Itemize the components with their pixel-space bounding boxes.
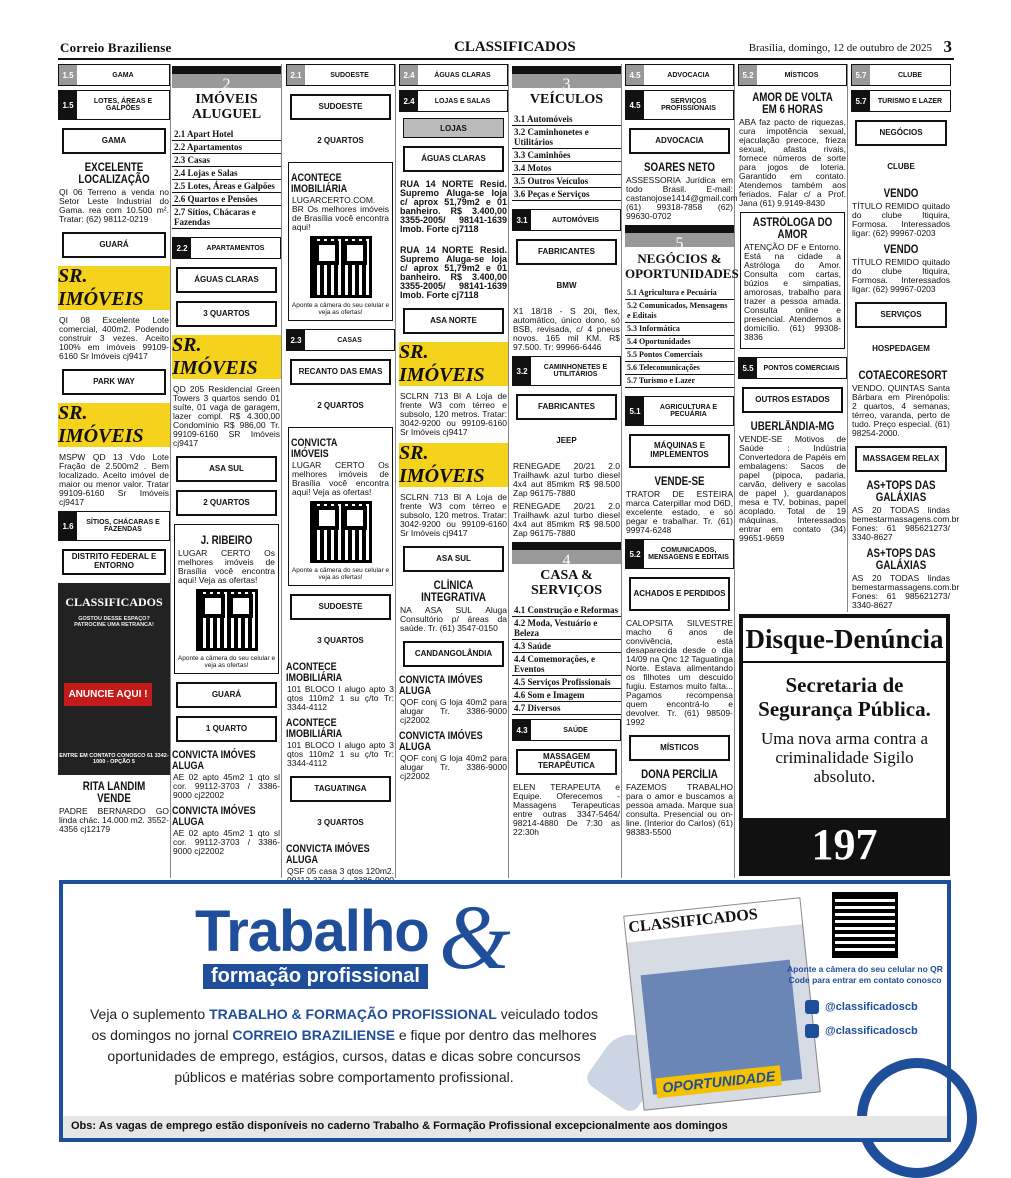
ad-title: ACONTECE IMOBILIÁRIA xyxy=(286,717,343,740)
ad-body: VENDO. QUINTAS Santa Bárbara em Pirenópolis: 2 quartos, 4 semanas, térreo, varanda, perto de tudo. Preço especial. (61) 98254-2000. xyxy=(852,383,950,438)
menu-item: 5.2 Comunicados, Mensagens e Editais xyxy=(625,300,734,323)
ad-body: AS 20 TODAS lindas bemestarmassagens.com.br Fones: 61 985621273/ 3340-8627 xyxy=(852,573,960,610)
instagram-handle: @classificadoscb xyxy=(825,1000,918,1013)
category-title: CAMINHONETES E UTILITÁRIOS xyxy=(543,364,608,378)
ad-title: RITA LANDIM VENDE xyxy=(82,781,146,805)
qr-caption: Aponte a câmera do seu celular e veja as ofertas! xyxy=(291,567,390,581)
ad-body: QSF 05 casa 3 qtos 120m2. xyxy=(287,866,394,876)
category-title: PONTOS COMERCIAIS xyxy=(763,364,840,372)
section-menu xyxy=(625,287,734,388)
ad-body: PADRE BERNARDO GO linda chác. 14.000 m2. 3552-4356 cj12179 xyxy=(59,806,169,834)
facebook-icon xyxy=(805,1024,819,1038)
category-number: 1.6 xyxy=(59,512,77,540)
ad-body: CALOPSITA SILVESTRE macho 6 anos de convivência, está desaparecida desde o dia 14/09 na Qnc 12 Taguatinga Norte. Estava alimentando os filhotes um descuido fugiu. Estamos muito falta... Pagamos recompensa quem encontrá-lo e devolver. Tr. (61) 98509-1992 xyxy=(626,618,733,727)
menu-item: 3.3 Caminhões xyxy=(512,149,621,162)
category-number: 2.3 xyxy=(287,330,305,350)
ad-body: ABA faz pacto de riquezas, cura impotência sexual, ejaculação precoce, frieza sexual, afasta rivais, fornece números de sorte para jogos de loteria. Garantido em contato. Atendemos também aos feriados. Falar c/ a Prof. Jana (61) 9.9149-8430 xyxy=(739,117,846,208)
ad-title: CONVICTA IMÓVES ALUGA xyxy=(286,843,370,866)
ad-title: CONVICTA IMÓVEIS xyxy=(291,437,338,460)
service-box: MASSAGEM TERAPÊUTICA xyxy=(516,749,617,775)
category-bar xyxy=(512,719,621,741)
category-bar xyxy=(738,64,847,86)
ad-title: VENDO xyxy=(883,244,919,256)
location-box: ÁGUAS CLARAS xyxy=(176,267,277,293)
category-title: COMUNICADOS, MENSAGENS E EDITAIS xyxy=(648,547,729,561)
location-box: DISTRITO FEDERAL E ENTORNO xyxy=(62,549,166,575)
banner-text-part: Veja o suplemento xyxy=(89,1006,210,1022)
ad-body: QI 06 Terreno a venda no Setor Leste Industrial do Gama. rea com 10.500 m². Tratar: (62) 98112-0219 xyxy=(59,187,169,224)
qr-code-icon[interactable] xyxy=(832,892,898,958)
section-number: 3 xyxy=(512,66,621,88)
menu-item: 5.1 Agricultura e Pecuária xyxy=(625,287,734,300)
category-number: 2.4 xyxy=(400,91,418,111)
category-bar xyxy=(625,90,734,120)
ad-title: J. RIBEIRO xyxy=(200,535,253,547)
ad-title: ACONTECE IMOBILIÁRIA xyxy=(291,172,348,195)
menu-item: 5.4 Oportunidades xyxy=(625,336,734,349)
category-number: 5.2 xyxy=(626,540,644,568)
page-header xyxy=(58,38,954,60)
menu-item: 4.3 Saúde xyxy=(512,640,621,653)
section-menu xyxy=(172,128,281,229)
menu-item: 4.6 Som e Imagem xyxy=(512,689,621,702)
ad-body: ELEN TERAPEUTA e Equipe. Oferecemos - Massagens Terapeuticas entre outras 3347-5464/ 98214-4880 De 7:30 as 22:30h xyxy=(513,782,620,837)
section-heading: VEÍCULOS xyxy=(529,92,604,107)
location-box: CANDANGOLÂNDIA xyxy=(403,641,504,667)
category-title: ÁGUAS CLARAS xyxy=(434,71,491,79)
location-box: GUARÁ xyxy=(62,232,166,258)
ad-title: ACONTECE IMOBILIÁRIA xyxy=(286,661,343,684)
ad-title: CONVICTA IMÓVES ALUGA xyxy=(172,805,256,828)
ad-body: RENEGADE 20/21 2.0 Trailhawk azul turbo diesel 4x4 aut 85mkm R$ 98.500 Zap 96175-7880 xyxy=(513,501,620,538)
qr-caption: Aponte a câmera do seu celular e veja as ofertas! xyxy=(291,302,390,316)
banner-text-part: e fique por dentro das melhores oportunidades de emprego, estágios, cursos, datas e dicas sobre concursos públicos e matérias sobre comportamento profissional. xyxy=(107,1027,597,1085)
location-box: ASA NORTE xyxy=(403,308,504,334)
category-number: 4.5 xyxy=(626,65,644,85)
ad-body: QOF conj G loja 40m2 para alugar Tr. 3386-9000 cj22002 xyxy=(400,697,507,725)
location-box: SUDOESTE xyxy=(290,594,391,620)
ad-body: LUGARCERTO.COM. BR Os melhores imóveis de Brasília você encontra aqui! xyxy=(292,195,389,232)
section-number: 2 xyxy=(172,66,281,88)
service-box: ADVOCACIA xyxy=(629,128,730,154)
ad-title: VENDE-SE xyxy=(654,476,705,488)
menu-item: 2.4 Lojas e Salas xyxy=(172,167,281,180)
location-box: GAMA xyxy=(62,128,166,154)
category-bar xyxy=(625,64,734,86)
category-bar xyxy=(851,64,951,86)
category-bar xyxy=(399,64,508,86)
section-heading: CASA & SERVIÇOS xyxy=(530,568,603,598)
ad-body: RENEGADE 20/21 2.0 Trailhawk azul turbo diesel 4x4 aut 85mkm R$ 98.500 Zap 96175-7880 xyxy=(513,461,620,498)
rooms-box: 3 QUARTOS xyxy=(317,817,364,827)
disque-org: Secretaria de Segurança Pública. xyxy=(758,673,931,721)
menu-item: 4.1 Construção e Reformas xyxy=(512,604,621,617)
category-bar xyxy=(512,209,621,231)
category-number: 4.5 xyxy=(626,91,644,119)
category-bar xyxy=(399,90,508,112)
ad-body: FAZEMOS TRABALHO para o amor e buscamos a pessoa amada. Marque sua consulta. Presencial ou on-line. (Interior do Carlos) (61) 98383-5500 xyxy=(626,782,733,837)
category-title: MÍSTICOS xyxy=(784,71,819,79)
category-title: GAMA xyxy=(112,71,134,79)
ad-title: ASTRÓLOGA DO AMOR xyxy=(752,217,833,241)
sr-imoveis-logo: SR. IMÓVEIS xyxy=(58,266,170,310)
category-bar xyxy=(58,64,170,86)
ad-title: AS+TOPS DAS GALÁXIAS xyxy=(866,548,936,572)
location-box: ASA SUL xyxy=(403,546,504,572)
ad-title: CONVICTA IMÓVES ALUGA xyxy=(399,730,483,753)
qr-caption: Aponte a câmera do seu celular e veja as ofertas! xyxy=(177,655,276,669)
menu-item: 5.7 Turismo e Lazer xyxy=(625,375,734,388)
qr-ad xyxy=(174,524,279,674)
category-number: 5.2 xyxy=(739,65,757,85)
category-number: 5.5 xyxy=(739,358,757,378)
ad-body: RUA 14 NORTE Resid. Supremo Aluga-se loja c/ aprox 51,79m2 e 01 banheiro. R$ 3.400,00 3355-2005/ 98141-1639 Imob. Forte cj7118 xyxy=(400,179,507,234)
ad-title: AMOR DE VOLTA EM 6 HORAS xyxy=(752,92,833,116)
ad-body: MSPW QD 13 Vdo Lote Fração de 2.500m2 . Bem localizado. Aceito imóvel de maior ou menor valor. Tratar 99109-6160 Sr Imóveis cj9417 xyxy=(59,452,169,507)
menu-item: 3.2 Caminhonetes e Utilitários xyxy=(512,126,621,149)
instagram-icon xyxy=(805,1000,819,1014)
newspaper-name: Correio Braziliense xyxy=(60,40,172,55)
category-bar xyxy=(625,539,734,569)
ad-body: LUGAR CERTO Os melhores imóveis de Brasília você encontra aqui! Veja as ofertas! xyxy=(292,460,389,497)
ad-body: AS 20 TODAS lindas bemestarmassagens.com.br Fones: 61 985621273/ 3340-8627 xyxy=(852,505,960,542)
category-number: 5.7 xyxy=(852,91,870,111)
ad-body: TÍTULO REMIDO quitado do clube Itiquira, Formosa. Interessados ligar: (62) 99967-0203 xyxy=(852,257,950,294)
banner-text-bold: CORREIO BRAZILIENSE xyxy=(232,1027,395,1043)
menu-item: 3.5 Outros Veículos xyxy=(512,175,621,188)
category-number: 2.2 xyxy=(173,238,191,258)
trabalho-banner xyxy=(59,880,951,1142)
ad-body: QOF conj G loja 40m2 para alugar Tr. 3386-9000 cj22002 xyxy=(400,753,507,781)
qr-ad xyxy=(288,427,393,586)
category-title: APARTAMENTOS xyxy=(206,244,265,252)
banner-title: Trabalho xyxy=(195,899,429,964)
ad-body: QD 205 Residencial Green Towers 3 quartos sendo 01 suíte, 01 vaga de garagem, lazer compl. R$ 4.300,00 Condomínio R$ 986,00 Tr. 99109-6160 SR Imóveis cj9417 xyxy=(173,384,280,448)
bordered-ad xyxy=(740,212,845,349)
service-box: NEGÓCIOS xyxy=(855,120,947,146)
sponsor-promo xyxy=(58,583,170,775)
ad-body: TÍTULO REMIDO quitado do clube Itiquira, Formosa. Interessados ligar: (62) 99967-0203 xyxy=(852,201,950,238)
category-number: 4.3 xyxy=(513,720,531,740)
facebook-handle: @classificadoscb xyxy=(825,1024,918,1037)
brand-box: JEEP xyxy=(556,435,577,445)
menu-item: 2.1 Apart Hotel xyxy=(172,128,281,141)
column-7 xyxy=(738,64,848,612)
location-box: SUDOESTE xyxy=(290,94,391,120)
menu-item: 5.3 Informática xyxy=(625,323,734,336)
category-number: 1.5 xyxy=(59,65,77,85)
banner-text xyxy=(89,1004,599,1088)
location-box: ASA SUL xyxy=(176,456,277,482)
banner-text-part: veiculado todos os domingos no jornal xyxy=(91,1006,599,1043)
menu-item: 5.5 Pontos Comerciais xyxy=(625,349,734,362)
category-bar xyxy=(172,237,281,259)
menu-item: 2.3 Casas xyxy=(172,154,281,167)
ad-title: CLÍNICA INTEGRATIVA xyxy=(421,580,486,604)
category-title: SÍTIOS, CHÁCARAS E FAZENDAS xyxy=(86,519,160,533)
location-box: GUARÁ xyxy=(176,682,277,708)
disque-title: Disque-Denúncia xyxy=(743,624,946,663)
category-bar xyxy=(738,357,847,379)
category-bar xyxy=(58,511,170,541)
category-title: AUTOMÓVEIS xyxy=(552,216,599,224)
category-title: TURISMO E LAZER xyxy=(877,97,943,105)
service-box: HOSPEDAGEM xyxy=(872,343,930,353)
section-number: 4 xyxy=(512,542,621,564)
menu-item: 4.4 Comemorações, e Eventos xyxy=(512,653,621,676)
column-6 xyxy=(625,64,739,878)
category-bar xyxy=(512,356,621,386)
date-line: Brasília, domingo, 12 de outubro de 2025 xyxy=(748,42,932,54)
promo-text: GOSTOU DESSE ESPAÇO? PATROCINE UMA RETRANCA! xyxy=(74,616,154,628)
banner-subtitle: formação profissional xyxy=(203,964,428,989)
column-1 xyxy=(58,64,171,878)
sr-imoveis-logo: SR. IMÓVEIS xyxy=(172,335,281,379)
location-box: TAGUATINGA xyxy=(290,776,391,802)
category-title: LOJAS E SALAS xyxy=(434,97,491,105)
magazine-masthead: CLASSIFICADOS xyxy=(624,898,802,942)
column-5 xyxy=(512,64,622,878)
ad-title: COTAECORESORT xyxy=(858,370,948,382)
ad-title: DONA PERCÍLIA xyxy=(641,769,718,781)
magazine-tag: OPORTUNIDADE xyxy=(655,1065,782,1098)
menu-item: 3.6 Peças e Serviços xyxy=(512,188,621,201)
category-number: 2.1 xyxy=(287,65,305,85)
category-bar xyxy=(286,64,395,86)
service-box: SERVIÇOS xyxy=(855,302,947,328)
category-title: CLUBE xyxy=(897,71,923,79)
category-title: ADVOCACIA xyxy=(667,71,710,79)
service-box: ACHADOS E PERDIDOS xyxy=(629,577,730,611)
section-title: CLASSIFICADOS xyxy=(454,39,576,55)
category-title: LOTES, ÁREAS E GALPÕES xyxy=(93,98,153,112)
banner-note: Obs: As vagas de emprego estão disponíveis no caderno Trabalho & Formação Profissional excepcionalmente aos domingos xyxy=(63,1116,947,1138)
rooms-box: 2 QUARTOS xyxy=(317,135,364,145)
category-title: SAÚDE xyxy=(563,726,588,734)
ad-title: VENDO xyxy=(883,188,919,200)
section-heading: IMÓVEIS ALUGUEL xyxy=(191,92,262,122)
facebook-link[interactable] xyxy=(785,1024,945,1038)
maker-box: FABRICANTES xyxy=(516,394,617,420)
qr-caption: Aponte a câmera do seu celular no QR Code para entrar em contato conosco xyxy=(787,964,943,985)
category-bar xyxy=(286,329,395,351)
qr-code-icon[interactable] xyxy=(310,501,372,563)
sr-imoveis-logo: SR. IMÓVEIS xyxy=(399,443,508,487)
ad-body: X1 18/18 - S 20i, flex, automático, único dono, só BSB, revisada, c/ 4 pneus novos. 165 mil KM. R$ 97.500. Tr: 99966-6446 xyxy=(513,306,620,352)
ad-body: 101 BLOCO I alugo apto 3 qtos 110m2 1 su ç/to Tr: 3344-4112 xyxy=(287,740,394,768)
qr-code-icon[interactable] xyxy=(310,236,372,298)
qr-code-icon[interactable] xyxy=(196,589,258,651)
sr-imoveis-logo: SR. IMÓVEIS xyxy=(58,403,170,447)
menu-item: 3.1 Automóveis xyxy=(512,113,621,126)
rooms-box: 2 QUARTOS xyxy=(317,400,364,410)
menu-item: 3.4 Motos xyxy=(512,162,621,175)
ad-body: QI 08 Excelente Lote comercial, 400m2. Podendo construir 3 vezes. Aceito 100% em imóveis 99109-6160 Sr Imóveis cj9417 xyxy=(59,315,169,361)
service-box: MASSAGEM RELAX xyxy=(855,446,947,472)
banner-ampersand: & xyxy=(439,886,511,988)
category-number: 3.1 xyxy=(513,210,531,230)
section-heading: NEGÓCIOS & OPORTUNIDADES xyxy=(625,251,739,281)
ad-title: UBERLÂNDIA-MG xyxy=(750,421,835,433)
service-box: MÁQUINAS E IMPLEMENTOS xyxy=(629,434,730,468)
menu-item: 5.6 Telecomunicações xyxy=(625,362,734,375)
category-number: 5.1 xyxy=(626,397,644,425)
ad-body: ATENÇÃO DF e Entorno. Está na cidade a Astróloga do Amor. Consulta com cartas, búzios e simpatias, amorosas, trabalho para trazer a pessoa amada. Consulta online e presencial. Atendemos a domicílio. (61) 99308-3836 xyxy=(744,242,841,342)
ad-body: SCLRN 713 Bl A Loja de frente W3 com térreo e subsolo, 120 metros. Tratar: 3042-9200 ou 99109-6160 Sr Imóveis cj9417 xyxy=(400,492,507,538)
column-4 xyxy=(399,64,509,878)
ad-title: CONVICTA IMÓVES ALUGA xyxy=(399,674,483,697)
ad-title: SOARES NETO xyxy=(644,162,715,174)
category-bar xyxy=(851,90,951,112)
category-title: AGRICULTURA E PECUÁRIA xyxy=(659,404,718,418)
category-number: 1.5 xyxy=(59,91,77,119)
ad-body: SCLRN 713 Bl A Loja de frente W3 com térreo e subsolo, 120 metros. Tratar: 3042-9200 ou 99109-6160 Sr Imóveis cj9417 xyxy=(400,391,507,437)
section-menu xyxy=(512,113,621,201)
section-menu xyxy=(512,604,621,715)
disque-number[interactable]: 197 xyxy=(743,818,946,872)
service-box: CLUBE xyxy=(887,161,915,171)
ad-body: AE 02 apto 45m2 1 qto sl cor. 99112-3703 / 3386-9000 cj22002 xyxy=(173,828,280,856)
disque-denuncia-ad xyxy=(739,614,950,876)
ad-body: RUA 14 NORTE Resid. Supremo Aluga-se loja c/ aprox 51,79m2 e 01 banheiro. R$ 3.400,00 3355-2005/ 98141-1639 Imob. Forte cj7118 xyxy=(400,245,507,300)
category-title: CASAS xyxy=(337,336,362,344)
category-number: 5.7 xyxy=(852,65,870,85)
ad-body: VENDE-SE Motivos de Saúde : Indústria Convertedora de Papéis em embalagens: Sacos de papel (pipoca, padaria, carvão, delivery e sacolas de papel ), guardanapos mesa e TV, bobinas, papel acoplado. Total de 19 máquinas. Interessados entrar em contato (34) 99651-9659 xyxy=(739,434,846,543)
menu-item: 2.7 Sítios, Chácaras e Fazendas xyxy=(172,206,281,229)
category-bar xyxy=(58,90,170,120)
qr-ad xyxy=(288,162,393,321)
category-number: 3.2 xyxy=(513,357,531,385)
ad-body: ASSESSORIA Jurídica em todo Brasil. E-mail: castanojose1414@gmail.com (61) 99318-7858 (62) 99630-0702 xyxy=(626,175,738,221)
subcategory-bar: LOJAS xyxy=(403,118,504,138)
ad-title: AS+TOPS DAS GALÁXIAS xyxy=(866,480,936,504)
promo-contact: ENTRE EM CONTATO CONOSCO 61 3342-1000 - OPÇÃO 5 xyxy=(59,753,169,765)
instagram-link[interactable] xyxy=(785,1000,945,1014)
brand-box: BMW xyxy=(556,280,577,290)
ad-body: LUGAR CERTO Os melhores imóveis de Brasília você encontra aqui! Veja as ofertas! xyxy=(178,548,275,585)
rooms-box: 2 QUARTOS xyxy=(176,490,277,516)
column-3 xyxy=(286,64,396,878)
promo-cta: ANUNCIE AQUI ! xyxy=(64,683,152,706)
promo-heading: CLASSIFICADOS xyxy=(65,595,163,609)
location-box: OUTROS ESTADOS xyxy=(742,387,843,413)
banner-text-bold: TRABALHO & FORMAÇÃO PROFISSIONAL xyxy=(209,1006,497,1022)
menu-item: 4.5 Serviços Profissionais xyxy=(512,676,621,689)
section-number: 5 xyxy=(625,225,734,247)
menu-item: 4.7 Diversos xyxy=(512,702,621,715)
disque-slogan: Uma nova arma contra a criminalidade Sigilo absoluto. xyxy=(760,729,929,786)
ad-body: 101 BLOCO I alugo apto 3 qtos 110m2 1 su ç/to Tr: 3344-4112 xyxy=(287,684,394,712)
category-title: SUDOESTE xyxy=(330,71,369,79)
column-2 xyxy=(172,64,282,878)
page-number: 3 xyxy=(943,37,952,56)
maker-box: FABRICANTES xyxy=(516,239,617,265)
rooms-box: 3 QUARTOS xyxy=(176,301,277,327)
location-box: PARK WAY xyxy=(62,369,166,395)
rooms-box: 3 QUARTOS xyxy=(317,635,364,645)
category-bar xyxy=(625,396,734,426)
menu-item: 4.2 Moda, Vestuário e Beleza xyxy=(512,617,621,640)
category-number: 2.4 xyxy=(400,65,418,85)
service-box: MÍSTICOS xyxy=(629,735,730,761)
ad-title: CONVICTA IMÓVES ALUGA xyxy=(172,749,256,772)
banner-contact xyxy=(785,892,945,1038)
location-box: RECANTO DAS EMAS xyxy=(290,359,391,385)
sr-imoveis-logo: SR. IMÓVEIS xyxy=(399,342,508,386)
ad-title: EXCELENTE LOCALIZAÇÃO xyxy=(78,162,150,186)
ad-body: AE 02 apto 45m2 1 qto sl cor. 99112-3703 / 3386-9000 cj22002 xyxy=(173,772,280,800)
menu-item: 2.2 Apartamentos xyxy=(172,141,281,154)
ad-body: TRATOR DE ESTEIRA marca Caterpillar mod D6D, excelente estado, e só pegar e trabalhar. Tr. (61) 99974-6248 xyxy=(626,489,733,535)
category-title: SERVIÇOS PROFISSIONAIS xyxy=(661,98,716,112)
ad-body: NA ASA SUL Aluga Consultório p/ áreas da saúde. Tr. (61) 3547-0150 xyxy=(400,605,507,633)
menu-item: 2.5 Lotes, Áreas e Galpões xyxy=(172,180,281,193)
menu-item: 2.6 Quartos e Pensões xyxy=(172,193,281,206)
column-8 xyxy=(851,64,960,612)
location-box: ÁGUAS CLARAS xyxy=(403,146,504,172)
rooms-box: 1 QUARTO xyxy=(176,716,277,742)
